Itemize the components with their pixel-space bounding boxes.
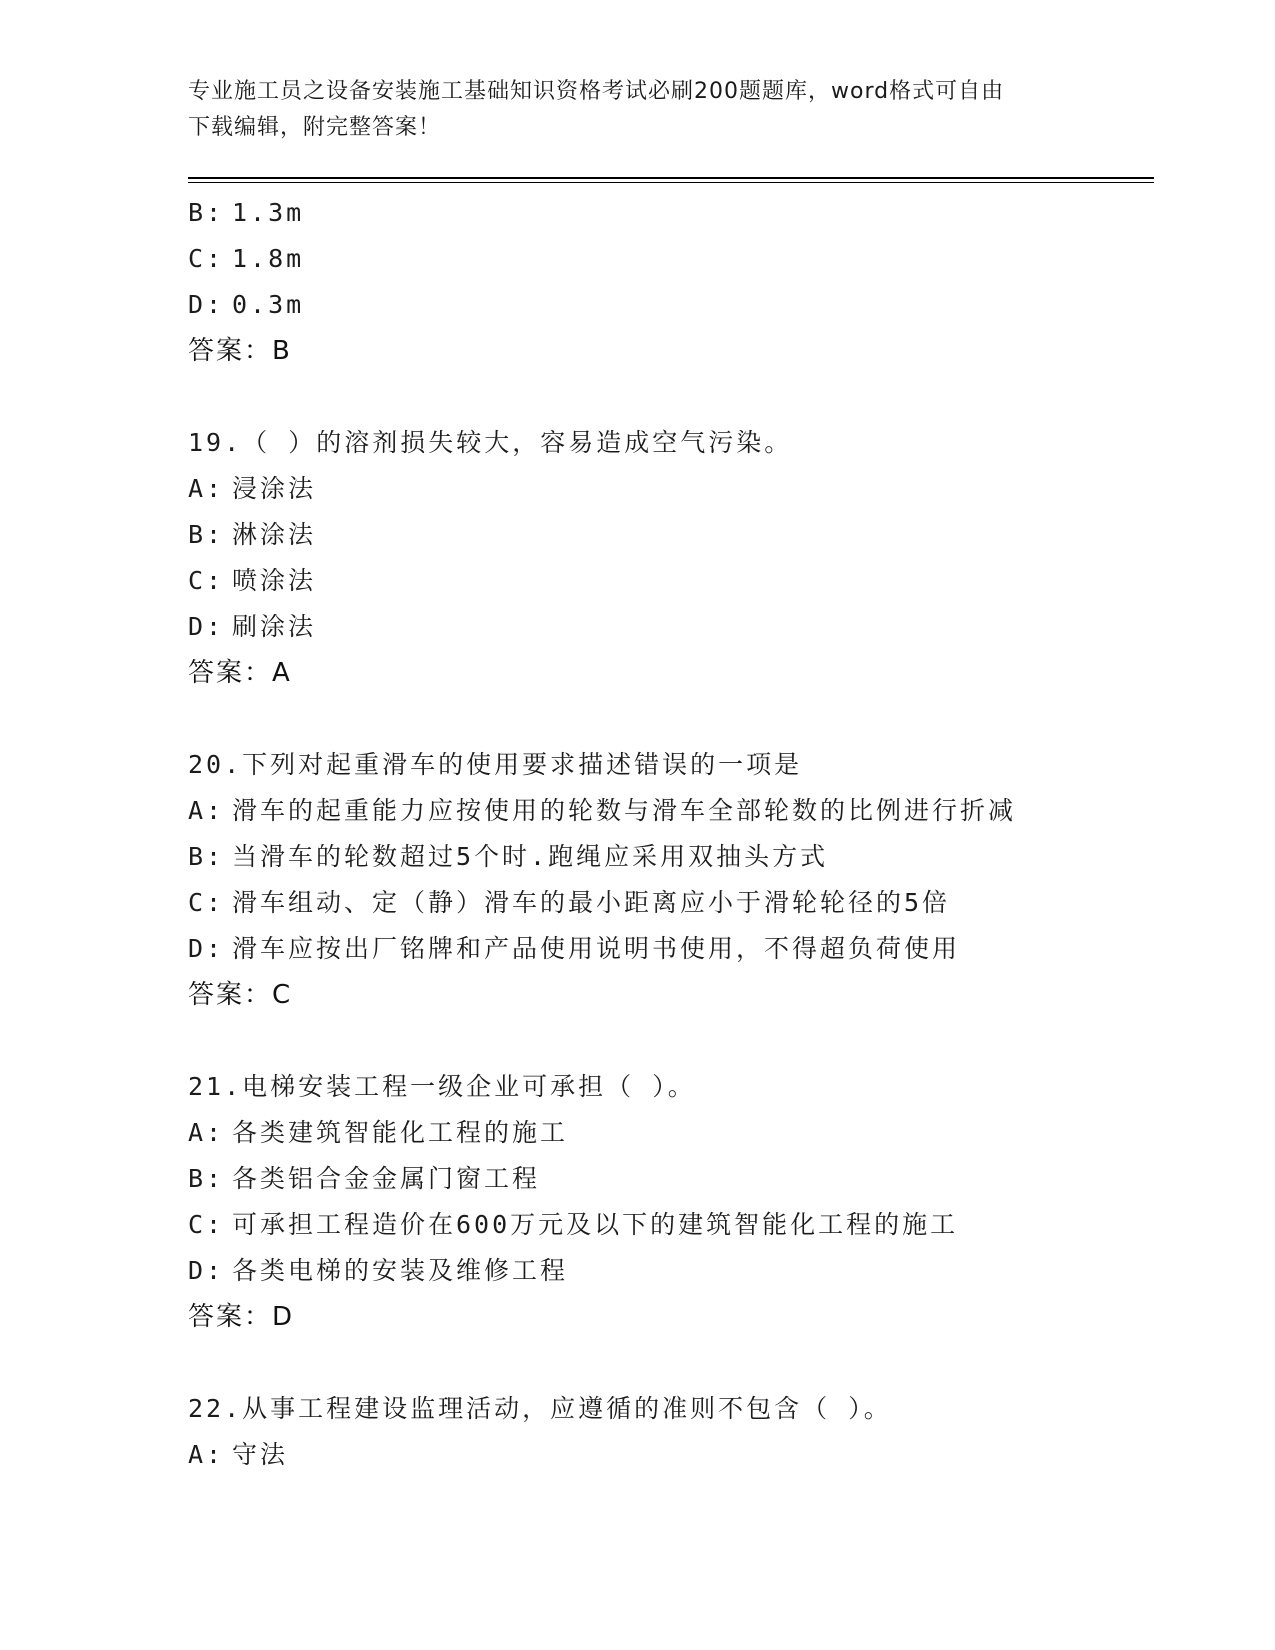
option-c — [188, 558, 1154, 604]
document-header — [188, 74, 1088, 146]
question-list — [188, 190, 1154, 1478]
option-label: D: — [188, 290, 225, 319]
option-text: 可承担工程造价在600万元及以下的建筑智能化工程的施工 — [232, 1210, 959, 1239]
option-label: C: — [188, 888, 225, 917]
answer-line: 答案：B — [188, 336, 292, 366]
option-label: B: — [188, 198, 225, 227]
option-text: 刷涂法 — [232, 612, 317, 641]
option-label: B: — [188, 520, 225, 549]
option-text: 1.3m — [232, 198, 305, 227]
option-text: 喷涂法 — [232, 566, 317, 595]
header-line-2: 下载编辑，附完整答案！ — [188, 115, 442, 140]
spacer — [188, 1340, 1154, 1386]
option-text: 各类建筑智能化工程的施工 — [232, 1118, 569, 1147]
option-text: 滑车组动、定（静）滑车的最小距离应小于滑轮轮径的5倍 — [232, 888, 951, 917]
spacer — [188, 374, 1154, 420]
option-label: D: — [188, 612, 225, 641]
header-line-1: 专业施工员之设备安装施工基础知识资格考试必刷200题题库，word格式可自由 — [188, 79, 1005, 104]
option-b — [188, 834, 1154, 880]
option-text: 1.8m — [232, 244, 305, 273]
option-a — [188, 466, 1154, 512]
option-text: 各类铝合金金属门窗工程 — [232, 1164, 541, 1193]
option-a — [188, 1110, 1154, 1156]
option-label: A: — [188, 1118, 225, 1147]
option-c — [188, 1202, 1154, 1248]
option-c — [188, 236, 1154, 282]
option-text: 滑车应按出厂铭牌和产品使用说明书使用，不得超负荷使用 — [232, 934, 961, 963]
option-d — [188, 604, 1154, 650]
option-label: C: — [188, 566, 225, 595]
option-b — [188, 512, 1154, 558]
question-stem: 22.从事工程建设监理活动，应遵循的准则不包含（ ）。 — [188, 1394, 892, 1423]
option-d — [188, 926, 1154, 972]
option-b — [188, 190, 1154, 236]
answer-line: 答案：D — [188, 1302, 295, 1332]
option-label: D: — [188, 934, 225, 963]
option-text: 浸涂法 — [232, 474, 317, 503]
option-label: C: — [188, 1210, 225, 1239]
option-c — [188, 880, 1154, 926]
option-b — [188, 1156, 1154, 1202]
option-label: A: — [188, 474, 225, 503]
question-stem: 21.电梯安装工程一级企业可承担（ ）。 — [188, 1072, 696, 1101]
option-text: 滑车的起重能力应按使用的轮数与滑车全部轮数的比例进行折减 — [232, 796, 1017, 825]
option-text: 0.3m — [232, 290, 305, 319]
option-label: B: — [188, 1164, 225, 1193]
option-text: 淋涂法 — [232, 520, 317, 549]
option-label: D: — [188, 1256, 225, 1285]
question-stem: 19.（ ）的溶剂损失较大，容易造成空气污染。 — [188, 428, 793, 457]
option-text: 守法 — [232, 1440, 289, 1469]
spacer — [188, 1018, 1154, 1064]
option-d — [188, 1248, 1154, 1294]
option-label: A: — [188, 1440, 225, 1469]
header-divider-thin — [188, 182, 1154, 183]
option-text: 各类电梯的安装及维修工程 — [232, 1256, 569, 1285]
option-d — [188, 282, 1154, 328]
spacer — [188, 696, 1154, 742]
answer-line: 答案：C — [188, 980, 293, 1010]
answer-line: 答案：A — [188, 658, 292, 688]
header-divider-thick — [188, 177, 1154, 179]
option-text: 当滑车的轮数超过5个时.跑绳应采用双抽头方式 — [232, 842, 829, 871]
option-a — [188, 1432, 1154, 1478]
option-label: A: — [188, 796, 225, 825]
option-label: B: — [188, 842, 225, 871]
question-stem: 20.下列对起重滑车的使用要求描述错误的一项是 — [188, 750, 803, 779]
option-label: C: — [188, 244, 225, 273]
option-a — [188, 788, 1154, 834]
